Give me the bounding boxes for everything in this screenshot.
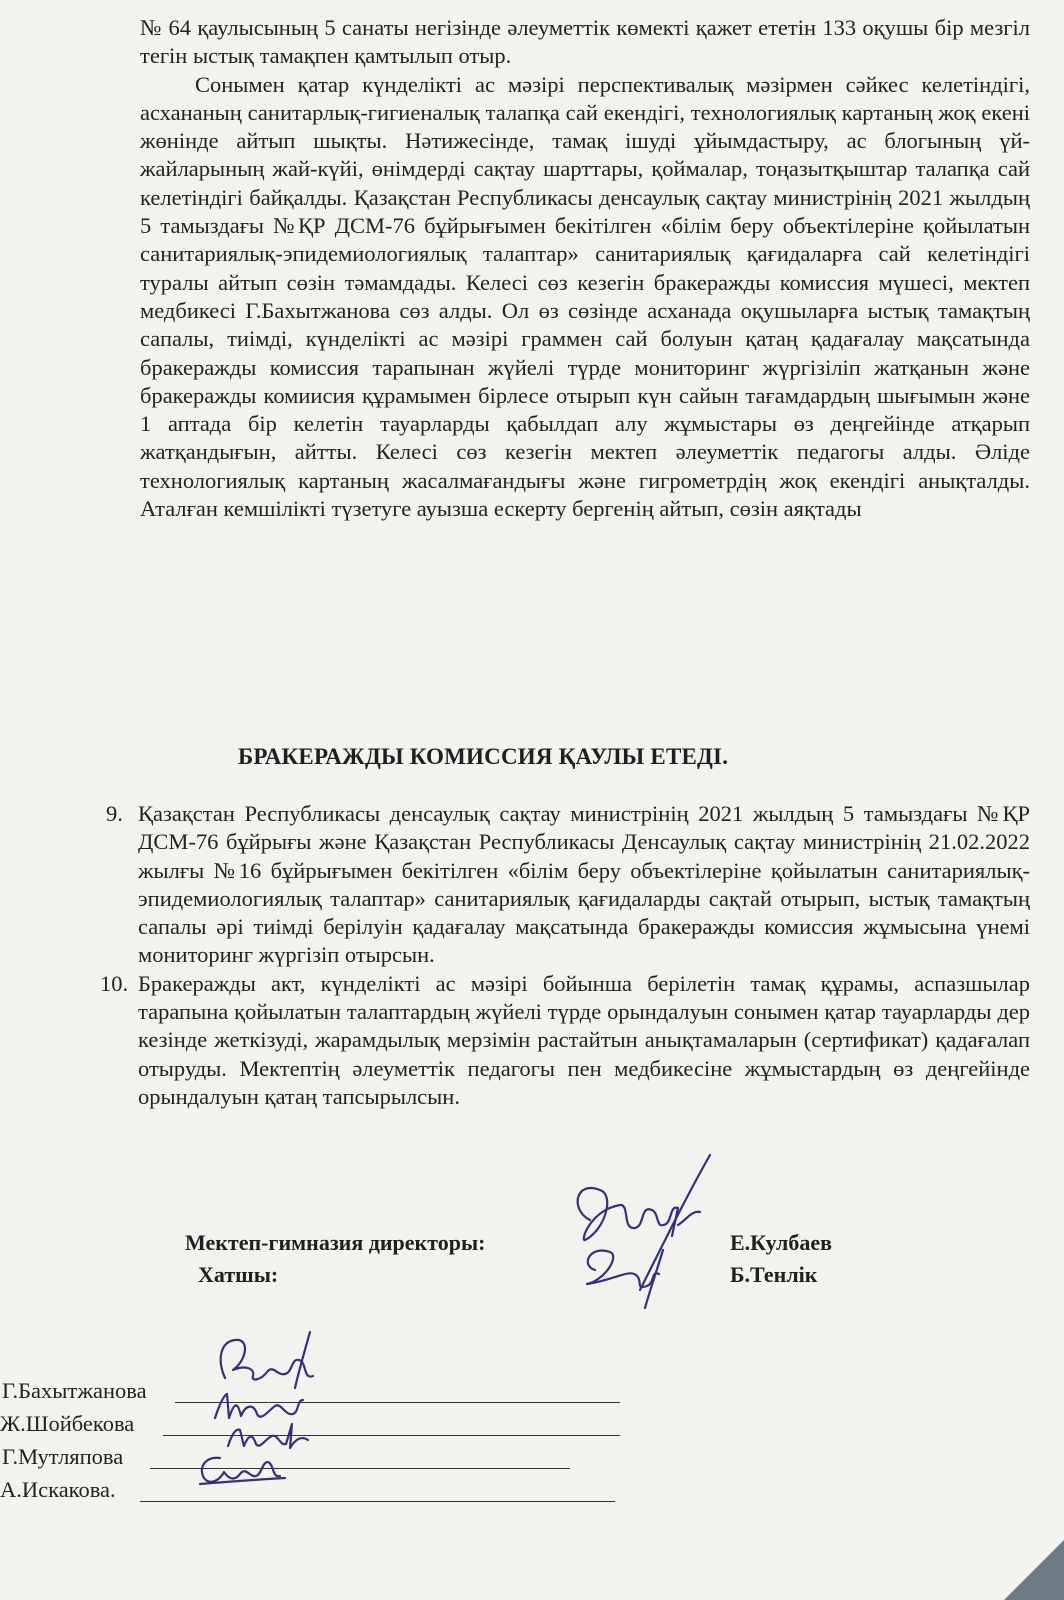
list-item-text: Бракеражды акт, күнделікті ас мәзірі бойынша берілетін тамақ құрамы, аспазшылар тарапына қойылатын талаптардың жүйелі түрде орындалуын сонымен қатар тауарларды дер кезінде жеткізуді, жарамдылық мерзімін растайтын анықтамаларын (сертификат) қадағалап отыруды. Мектептің әлеуметтік педагогы пен медбикесіне жұмыстардың өз деңгейінде орындалуын қатаң тапсырылсын.: [138, 970, 1030, 1109]
list-item: [100, 970, 1030, 1111]
signature-line: [140, 1501, 615, 1502]
list-item: [100, 800, 1030, 970]
secretary-signature: [575, 1240, 685, 1310]
member-name: Ж.Шойбекова: [0, 1411, 135, 1436]
director-label: Мектеп-гимназия директоры:: [185, 1230, 486, 1255]
secretary-label: Хатшы:: [198, 1262, 279, 1287]
paragraph-2: Сонымен қатар күнделікті ас мәзірі перспективалық мәзірмен сәйкес келетіндігі, асхананың санитарлық-гигиеналық талапқа сай екендігі, технологиялық картаның жоқ екені жөнінде айтып шықты. Нәтижесінде, тамақ ішуді ұйымдастыру, ас блогының үй-жайларының жай-күйі, өнімдерді сақтау шарттары, қоймалар, тоңазытқыштар талапқа сай келетіндігі байқалды. Қазақстан Республикасы денсаулық сақтау министрінің 2021 жылдың 5 тамыздағы №ҚР ДСМ-76 бұйрығымен бекітілген «білім беру объектілеріне қойылатын санитариялық-эпидемиологиялық талаптар» санитариялық қағидаларға сай келетіндігі туралы айтып сөзін тәмамдады. Келесі сөз кезегін бракеражды комиссия мүшесі, мектеп медбикесі Г.Бахытжанова сөз алды. Ол өз сөзінде асханада оқушыларға ыстық тамақтың сапалы, тиімді, күнделікті ас мәзірі граммен сай болуын қатаң қадағалау мақсатында бракеражды комиссия тарапынан жүйелі түрде мониторинг жүргізіліп жатқанын және бракеражды комиисия құрамымен бірлесе отырып күн сайын тағамдардың шығымын және 1 аптада бір келетін тауарларды қабылдап алу жұмыстары өз деңгейінде атқарып жатқандығын, айтты. Келесі сөз кезегін мектеп әлеуметтік педагогы алды. Әліде технологиялық картаның жасалмағандығы және гигрометрдің жоқ екендігі анықталды. Аталған кемшілікті түзетуге ауызша ескерту бергенің айтып, сөзін аяқтады: [140, 71, 1030, 522]
paragraph-1: № 64 қаулысының 5 санаты негізінде әлеуметтік көмекті қажет ететін 133 оқушы бір мезгіл тегін ыстық тамақпен қамтылып отыр.: [140, 15, 1030, 69]
list-item-number: 10.: [100, 970, 129, 996]
member-signature-4: [190, 1448, 300, 1490]
list-item-number: 9.: [106, 801, 123, 826]
list-item-text: Қазақстан Республикасы денсаулық сақтау министрінің 2021 жылдың 5 тамыздағы №ҚР ДСМ-76 бұйрығы және Қазақстан Республикасы Денсаулық сақтау министрінің 21.02.2022 жылғы №16 бұйрығымен бекітілген «білім беру объектілеріне қойылатын санитариялық-эпидемиологиялық талаптар» санитариялық қағидаларды сақтай отырып, ыстық тамақтың сапалы әрі тиімді берілуін қадағалау мақсатында бракеражды комиссия жұмысына үнемі мониторинг жүргізіп отырсын.: [138, 801, 1030, 968]
resolution-heading: БРАКЕРАЖДЫ КОМИССИЯ ҚАУЛЫ ЕТЕДІ.: [238, 744, 729, 769]
member-name: Г.Бахытжанова: [2, 1378, 147, 1403]
member-signature-1: [195, 1330, 345, 1390]
body-text: [140, 14, 1030, 523]
director-name: Е.Кулбаев: [730, 1230, 833, 1255]
resolution-list: [100, 800, 1030, 1111]
secretary-name: Б.Тенлік: [730, 1262, 818, 1287]
member-name: А.Искакова.: [0, 1477, 116, 1502]
member-name: Г.Мутляпова: [2, 1444, 124, 1469]
